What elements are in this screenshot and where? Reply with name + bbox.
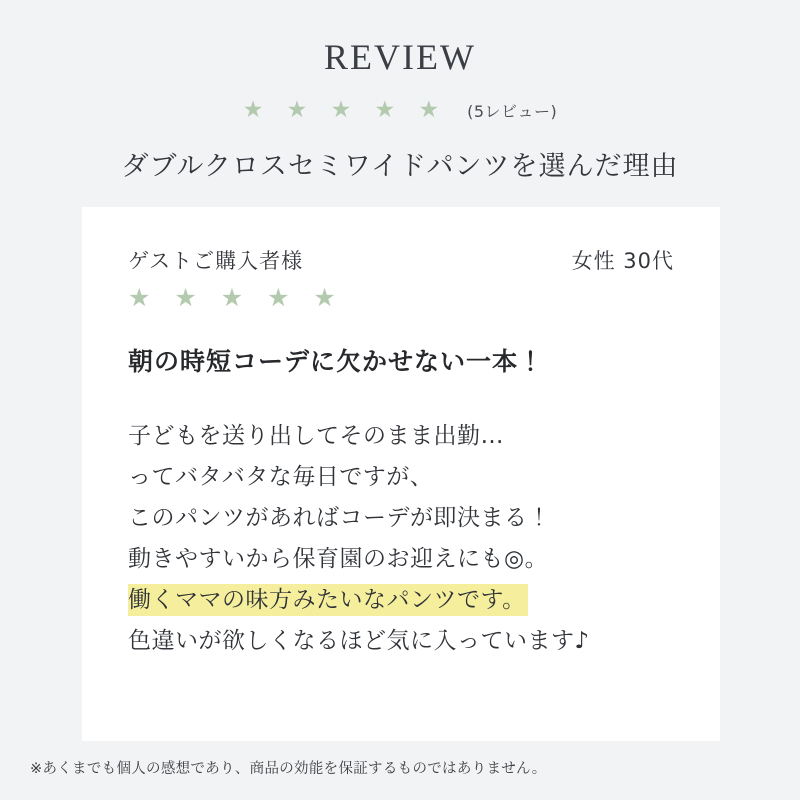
page-title: REVIEW [324,37,476,77]
review-body-line [128,580,674,621]
highlighted-text: 働くママの味方みたいなパンツです。 [128,584,528,616]
review-card [82,207,720,741]
product-heading: ダブルクロスセミワイドパンツを選んだ理由 [121,151,679,182]
review-body-line: 子どもを送り出してそのまま出勤… [128,423,504,449]
reviewer-name: ゲストご購入者様 [128,249,304,273]
disclaimer-text: ※あくまでも個人の感想であり、商品の効能を保証するものではありません。 [30,761,547,777]
review-body-line: ってバタバタな毎日ですが、 [128,464,434,490]
review-body [128,416,674,662]
review-count-label: (5レビュー) [467,102,558,121]
reviewer-meta: 女性 30代 [571,249,674,273]
star-rating-icon: ★ ★ ★ ★ ★ [128,283,344,312]
star-rating-icon: ★ ★ ★ ★ ★ [242,97,448,123]
review-headline: 朝の時短コーデに欠かせない一本！ [128,347,545,376]
review-body-line: 色違いが欲しくなるほど気に入っています♪ [128,628,590,654]
overall-rating-row [0,99,800,122]
review-body-line: このパンツがあればコーデが即決まる！ [128,505,551,531]
reviewer-row [128,245,674,275]
review-header [0,0,800,183]
review-body-line: 動きやすいから保育園のお迎えにも◎。 [128,546,549,572]
